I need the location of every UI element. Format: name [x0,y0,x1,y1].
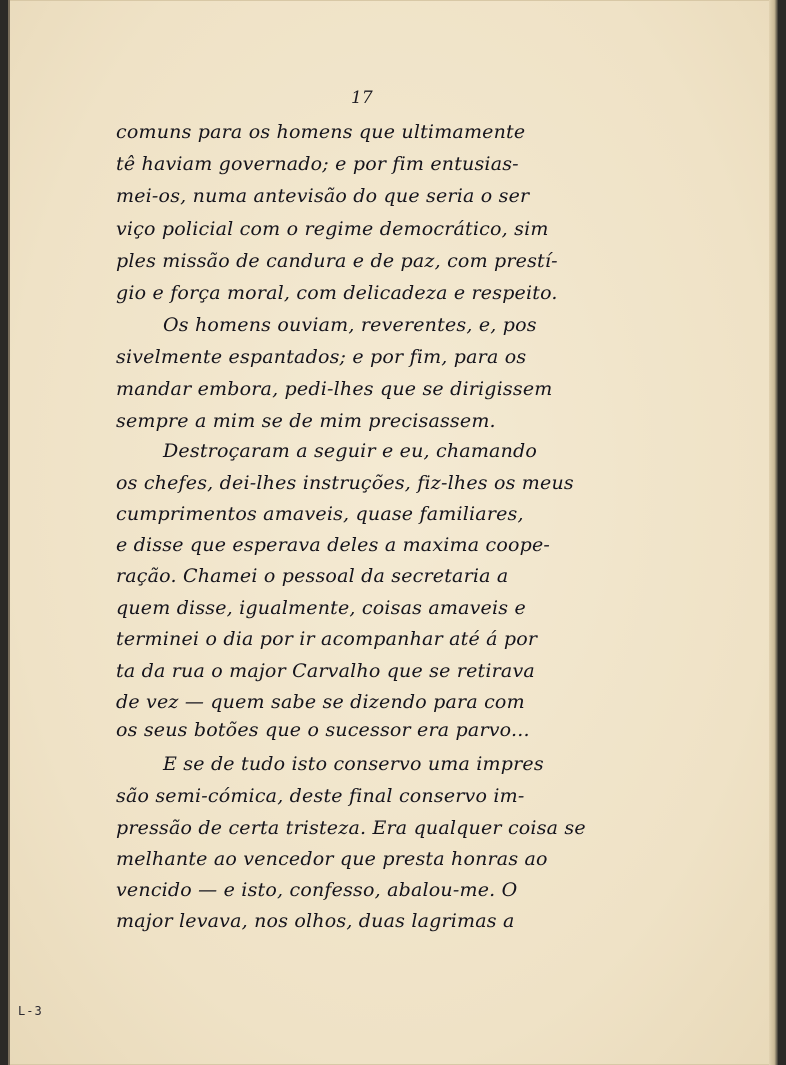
text-line: ples missão de candura e de paz, com prestí- [116,250,558,272]
text-line: e disse que esperava deles a maxima coope- [116,534,551,556]
text-line: ta da rua o major Carvalho que se retirava [116,660,535,682]
text-line: Os homens ouviam, reverentes, e, pos [163,314,537,336]
text-line: pressão de certa tristeza. Era qualquer coisa se [116,817,586,839]
manuscript-page [8,0,778,1065]
text-line: Destroçaram a seguir e eu, chamando [163,440,538,462]
page-fold-shadow [769,0,778,1065]
text-line: comuns para os homens que ultimamente [116,121,526,143]
text-line: os chefes, dei-lhes instruções, fiz-lhes os meus [116,472,574,494]
text-line: são semi-cómica, deste final conservo im- [116,785,525,807]
text-line: E se de tudo isto conservo uma impres [163,753,544,775]
text-line: sempre a mim se de mim precisassem. [116,410,496,432]
text-line: mei-os, numa antevisão do que seria o ser [116,185,530,207]
text-line: major levava, nos olhos, duas lagrimas a [116,910,515,932]
text-line: ração. Chamei o pessoal da secretaria a [116,565,509,587]
text-line: cumprimentos amaveis, quase familiares, [116,503,524,525]
text-line: melhante ao vencedor que presta honras ao [116,848,548,870]
text-line: viço policial com o regime democrático, sim [116,218,549,240]
binding-edge [8,0,10,1065]
page-number: 17 [351,88,373,108]
text-line: terminei o dia por ir acompanhar até á por [116,628,538,650]
text-line: sivelmente espantados; e por fim, para os [116,346,527,368]
margin-note: L-3 [18,1004,43,1018]
text-line: vencido — e isto, confesso, abalou-me. O [116,879,518,901]
text-line: mandar embora, pedi-lhes que se dirigissem [116,378,553,400]
text-line: de vez — quem sabe se dizendo para com [116,691,525,713]
text-line: quem disse, igualmente, coisas amaveis e [116,597,526,619]
text-line: gio e força moral, com delicadeza e respeito. [116,282,558,304]
text-line: tê haviam governado; e por fim entusias- [116,153,519,175]
text-line: os seus botões que o sucessor era parvo... [116,719,530,741]
